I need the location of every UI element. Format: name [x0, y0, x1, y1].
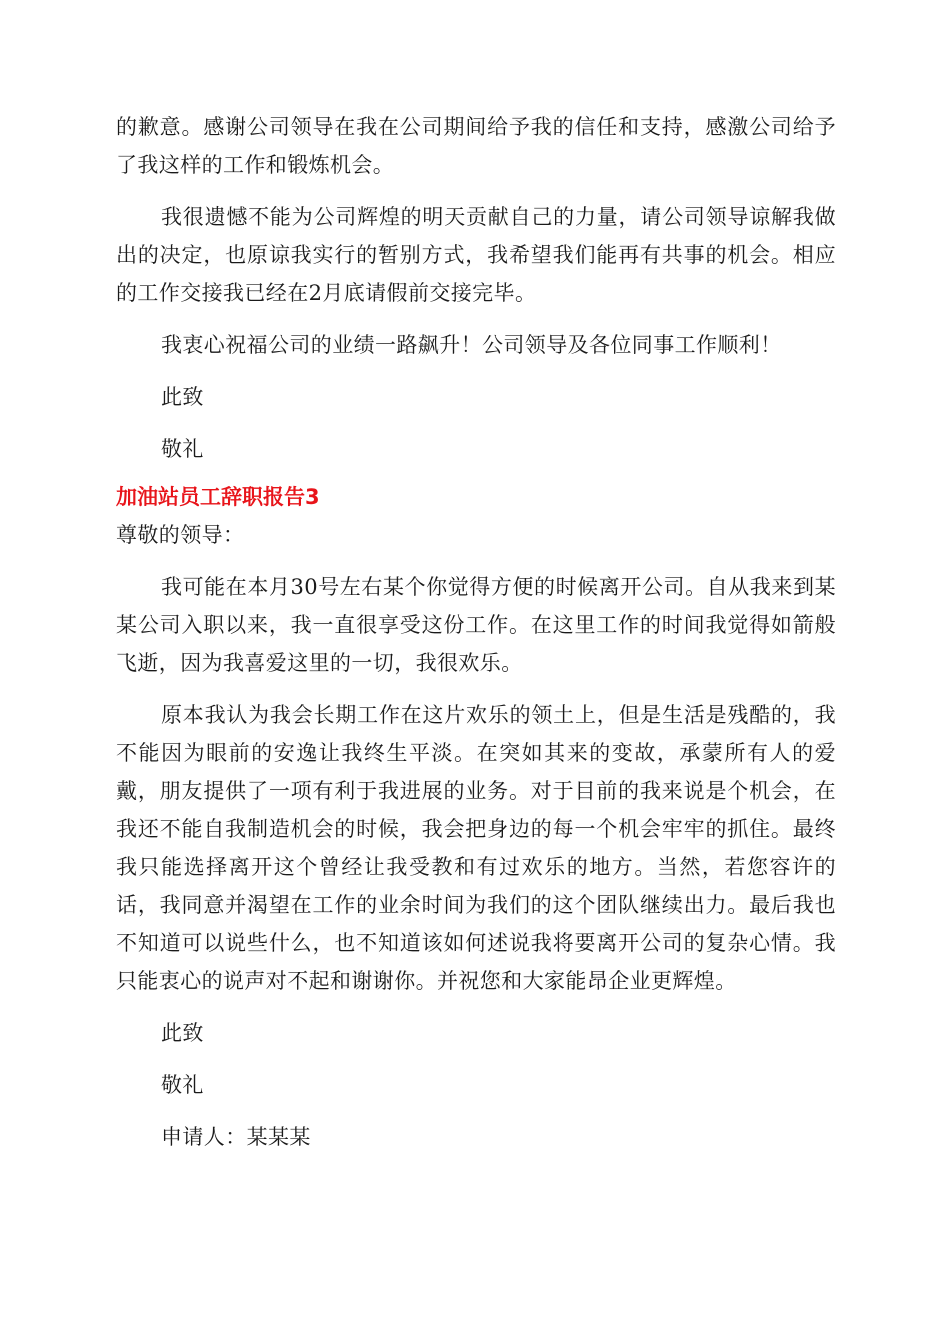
section-2-paragraph-1: 的歉意。感谢公司领导在我在公司期间给予我的信任和支持，感激公司给予了我这样的工作和锻炼机会。 [116, 115, 836, 177]
section-2-closing-1: 此致 [161, 385, 204, 409]
section-3-applicant: 申请人：某某某 [161, 1125, 311, 1149]
section-3-closing-2: 敬礼 [161, 1073, 204, 1097]
section-2-paragraph-3: 我衷心祝福公司的业绩一路飙升！公司领导及各位同事工作顺利！ [161, 333, 782, 357]
section-2-closing-2: 敬礼 [161, 437, 204, 461]
section-3-paragraph-2: 原本我认为我会长期工作在这片欢乐的领土上，但是生活是残酷的，我不能因为眼前的安逸让我终生平淡。在突如其来的变故，承蒙所有人的爱戴，朋友提供了一项有利于我进展的业务。对于目前的我来说是个机会，在我还不能自我制造机会的时候，我会把身边的每一个机会牢牢的抓住。最终我只能选择离开这个曾经让我受教和有过欢乐的地方。当然，若您容许的话，我同意并渴望在工作的业余时间为我们的这个团队继续出力。最后我也不知道可以说些什么，也不知道该如何述说我将要离开公司的复杂心情。我只能衷心的说声对不起和谢谢你。并祝您和大家能昂企业更辉煌。 [116, 703, 836, 993]
section-3-title: 加油站员工辞职报告3 [116, 485, 320, 509]
document-page [116, 108, 836, 1156]
section-2-paragraph-2: 我很遗憾不能为公司辉煌的明天贡献自己的力量，请公司领导谅解我做出的决定，也原谅我实行的暂别方式，我希望我们能再有共事的机会。相应的工作交接我已经在2月底请假前交接完毕。 [116, 205, 836, 305]
section-3-closing-1: 此致 [161, 1021, 204, 1045]
section-3-salutation: 尊敬的领导： [116, 523, 245, 547]
section-3-paragraph-1: 我可能在本月30号左右某个你觉得方便的时候离开公司。自从我来到某某公司入职以来，我一直很享受这份工作。在这里工作的时间我觉得如箭般飞逝，因为我喜爱这里的一切，我很欢乐。 [116, 575, 836, 675]
